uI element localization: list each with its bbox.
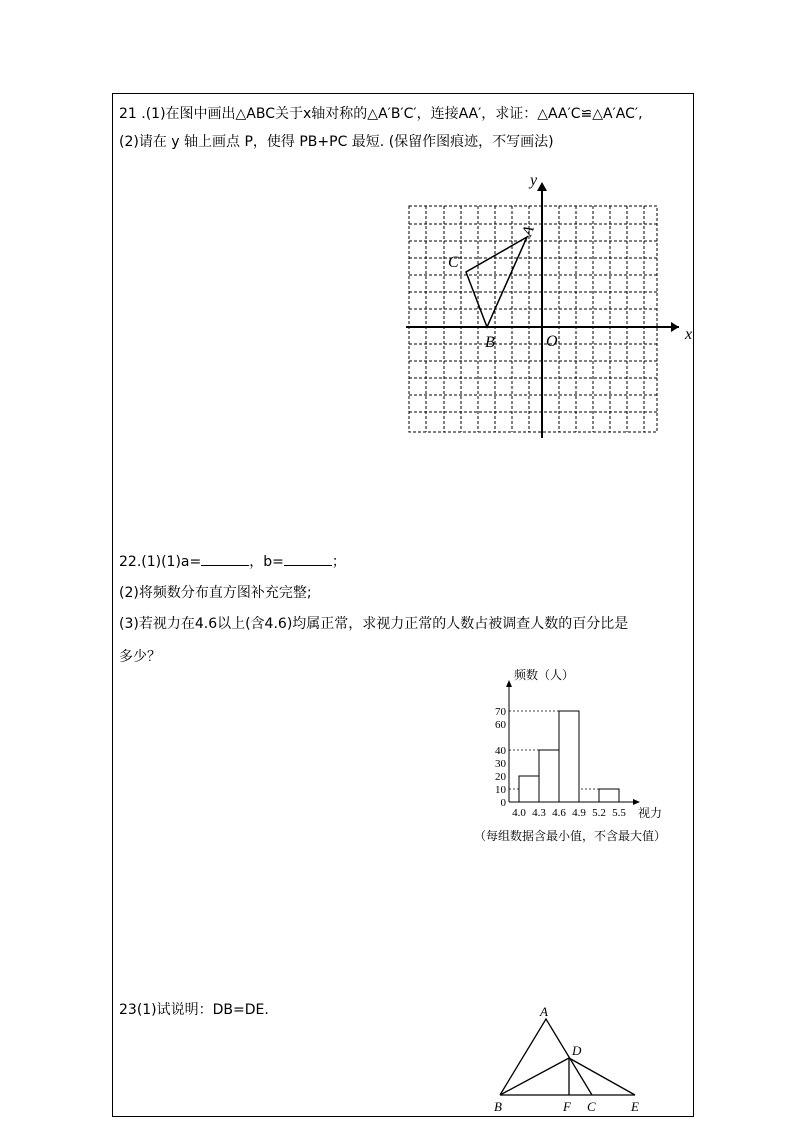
axes [406, 188, 679, 438]
segment-b-d [500, 1058, 569, 1095]
x-tick-label: 5.5 [612, 807, 626, 819]
label-e: E [631, 1099, 639, 1114]
y-tick-label: 60 [495, 719, 506, 731]
label-d: D [572, 1043, 582, 1058]
point-b-label: B [485, 334, 495, 351]
chart-ylabel: 频数（人） [514, 668, 575, 682]
chart-xlabel: 视力 [638, 806, 663, 820]
answer-blank-b[interactable] [284, 553, 332, 566]
triangle-figure [490, 1000, 650, 1118]
q22-line4: 多少？ [119, 649, 161, 665]
x-tick-label: 4.9 [572, 807, 586, 819]
y-axis-label: y [530, 172, 538, 189]
y-tick-label: 30 [495, 758, 506, 770]
q21-line1: 21 .(1)在图中画出△ABC关于x轴对称的△A′B′C′，连接AA′，求证：△AA′C≌△A′AC′, [119, 106, 643, 122]
q22-line3: (3)若视力在4.6以上(含4.6)均属正常，求视力正常的人数占被调查人数的百分比是 [119, 616, 629, 632]
y-tick-label: 70 [495, 706, 506, 718]
histogram-bar [559, 711, 579, 802]
point-c-label: C [448, 254, 459, 271]
histogram-bar [519, 776, 539, 802]
y-axis-arrow [506, 680, 512, 687]
x-axis-arrow [671, 322, 679, 332]
histogram-chart [470, 660, 700, 825]
histogram-bar [599, 789, 619, 802]
answer-blank-a[interactable] [201, 553, 249, 566]
x-axis-label: x [685, 326, 693, 343]
coordinate-grid-figure [396, 168, 700, 443]
point-a-label: A [519, 224, 538, 239]
y-tick-label: 20 [495, 771, 506, 783]
q23-line1: 23(1)试说明：DB=DE. [119, 1002, 269, 1018]
histogram-bar [539, 750, 559, 802]
x-tick-label: 4.0 [512, 807, 526, 819]
histogram-caption: （每组数据含最小值，不含最大值） [474, 829, 667, 843]
q21-line2: (2)请在 y 轴上画点 P，使得 PB+PC 最短. (保留作图痕迹，不写画法) [119, 134, 554, 150]
origin-label: O [546, 333, 558, 350]
x-tick-label: 5.2 [592, 807, 606, 819]
y-tick-label: 40 [495, 745, 506, 757]
x-tick-label: 4.6 [552, 807, 566, 819]
q22-part1-mid: ，b= [249, 554, 284, 570]
q22-line1 [119, 551, 346, 571]
q22-part1-prefix: 22.(1)(1)a= [119, 554, 202, 570]
label-a: A [540, 1004, 548, 1019]
label-f: F [563, 1099, 571, 1114]
q22-part1-end: ； [331, 554, 346, 570]
dashed-grid [409, 206, 657, 432]
y-axis-arrow [537, 182, 547, 191]
label-c: C [587, 1099, 596, 1114]
x-tick-label: 4.3 [532, 807, 546, 819]
y-tick-label: 10 [495, 784, 506, 796]
x-axis-arrow [633, 799, 640, 805]
y-tick-label: 0 [500, 797, 506, 809]
triangle-abc [466, 237, 527, 327]
segment-d-e [569, 1058, 635, 1095]
q22-line2: (2)将频数分布直方图补充完整; [119, 585, 312, 601]
label-b: B [494, 1099, 502, 1114]
